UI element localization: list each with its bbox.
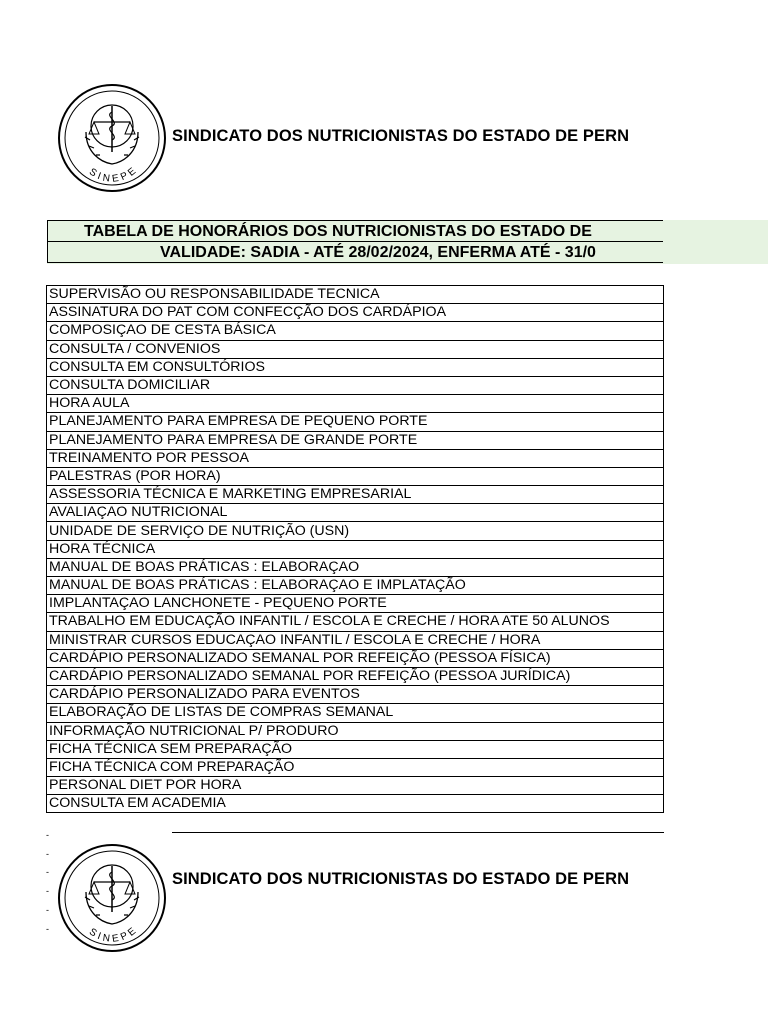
service-name: UNIDADE DE SERVIÇO DE NUTRIÇÃO (USN) [47,522,664,540]
service-name: IMPLANTAÇAO LANCHONETE - PEQUENO PORTE [47,595,664,613]
service-name: CONSULTA DOMICILIAR [47,376,664,394]
service-name: PALESTRAS (POR HORA) [47,467,664,485]
table-row [47,540,664,558]
banner-divider [48,241,663,242]
table-row [47,395,664,413]
service-name: FICHA TÉCNICA COM PREPARAÇÃO [47,758,664,776]
banner-box [47,220,663,263]
service-name: HORA AULA [47,395,664,413]
service-name: ASSESSORIA TÉCNICA E MARKETING EMPRESARIAL [47,486,664,504]
service-name: CARDÁPIO PERSONALIZADO SEMANAL POR REFEIÇÃO (PESSOA FÍSICA) [47,649,664,667]
service-name: PLANEJAMENTO PARA EMPRESA DE PEQUENO PORTE [47,413,664,431]
table-row [47,667,664,685]
service-name: COMPOSIÇAO DE CESTA BÁSICA [47,322,664,340]
table-title-banner [47,220,768,264]
table-row [47,722,664,740]
service-name: CARDÁPIO PERSONALIZADO PARA EVENTOS [47,686,664,704]
table-row [47,613,664,631]
banner-validity: VALIDADE: SADIA - ATÉ 28/02/2024, ENFERMA ATÉ - 31/0 [160,244,596,261]
service-name: INFORMAÇÃO NUTRICIONAL P/ PRODURO [47,722,664,740]
page-separator [172,832,664,833]
dot-marker: - [46,923,49,934]
table-row [47,376,664,394]
service-name: HORA TÉCNICA [47,540,664,558]
table-row [47,740,664,758]
service-name: CONSULTA / CONVENIOS [47,340,664,358]
service-name: CARDÁPIO PERSONALIZADO SEMANAL POR REFEIÇÃO (PESSOA JURÍDICA) [47,667,664,685]
service-name: MINISTRAR CURSOS EDUCAÇAO INFANTIL / ESCOLA E CRECHE / HORA [47,631,664,649]
sinepe-seal-logo [56,82,168,194]
table-row [47,649,664,667]
table-row [47,631,664,649]
service-name: CONSULTA EM CONSULTÓRIOS [47,358,664,376]
service-name: FICHA TÉCNICA SEM PREPARAÇÃO [47,740,664,758]
table-row [47,577,664,595]
sinepe-seal-logo-second [56,842,168,954]
table-row [47,322,664,340]
dot-markers [46,826,49,938]
service-name: MANUAL DE BOAS PRÁTICAS : ELABORAÇAO E IMPLATAÇÃO [47,577,664,595]
table-row [47,449,664,467]
table-row [47,486,664,504]
service-name: TREINAMENTO POR PESSOA [47,449,664,467]
service-name: PERSONAL DIET POR HORA [47,777,664,795]
dot-marker: - [46,867,49,878]
table-row [47,758,664,776]
table-row [47,286,664,304]
table-row [47,467,664,485]
table-row [47,704,664,722]
organization-title-second: SINDICATO DOS NUTRICIONISTAS DO ESTADO DE PERN [172,870,630,888]
table-row [47,795,664,813]
table-row [47,686,664,704]
fee-table [46,285,664,813]
table-row [47,413,664,431]
seal-text: SINEPE [87,924,141,945]
service-name: ASSINATURA DO PAT COM CONFECÇÃO DOS CARDÁPIOA [47,304,664,322]
banner-title: TABELA DE HONORÁRIOS DOS NUTRICIONISTAS DO ESTADO DE [84,223,592,240]
service-name: AVALIAÇAO NUTRICIONAL [47,504,664,522]
dot-marker: - [46,904,49,915]
table-row [47,522,664,540]
dot-marker: - [46,848,49,859]
organization-title: SINDICATO DOS NUTRICIONISTAS DO ESTADO DE PERN [172,127,630,145]
service-name: ELABORAÇÃO DE LISTAS DE COMPRAS SEMANAL [47,704,664,722]
table-row [47,558,664,576]
table-row [47,504,664,522]
service-name: SUPERVISÃO OU RESPONSABILIDADE TECNICA [47,286,664,304]
dot-marker: - [46,886,49,897]
service-name: MANUAL DE BOAS PRÁTICAS : ELABORAÇAO [47,558,664,576]
service-name: CONSULTA EM ACADEMIA [47,795,664,813]
seal-emblem-icon [56,842,168,954]
table-row [47,358,664,376]
service-name: TRABALHO EM EDUCAÇÃO INFANTIL / ESCOLA E CRECHE / HORA ATE 50 ALUNOS [47,613,664,631]
table-row [47,340,664,358]
service-name: PLANEJAMENTO PARA EMPRESA DE GRANDE PORTE [47,431,664,449]
dot-marker: - [46,830,49,840]
seal-text: SINEPE [87,164,141,185]
table-row [47,595,664,613]
table-row [47,777,664,795]
table-row [47,431,664,449]
seal-emblem-icon [56,82,168,194]
table-row [47,304,664,322]
